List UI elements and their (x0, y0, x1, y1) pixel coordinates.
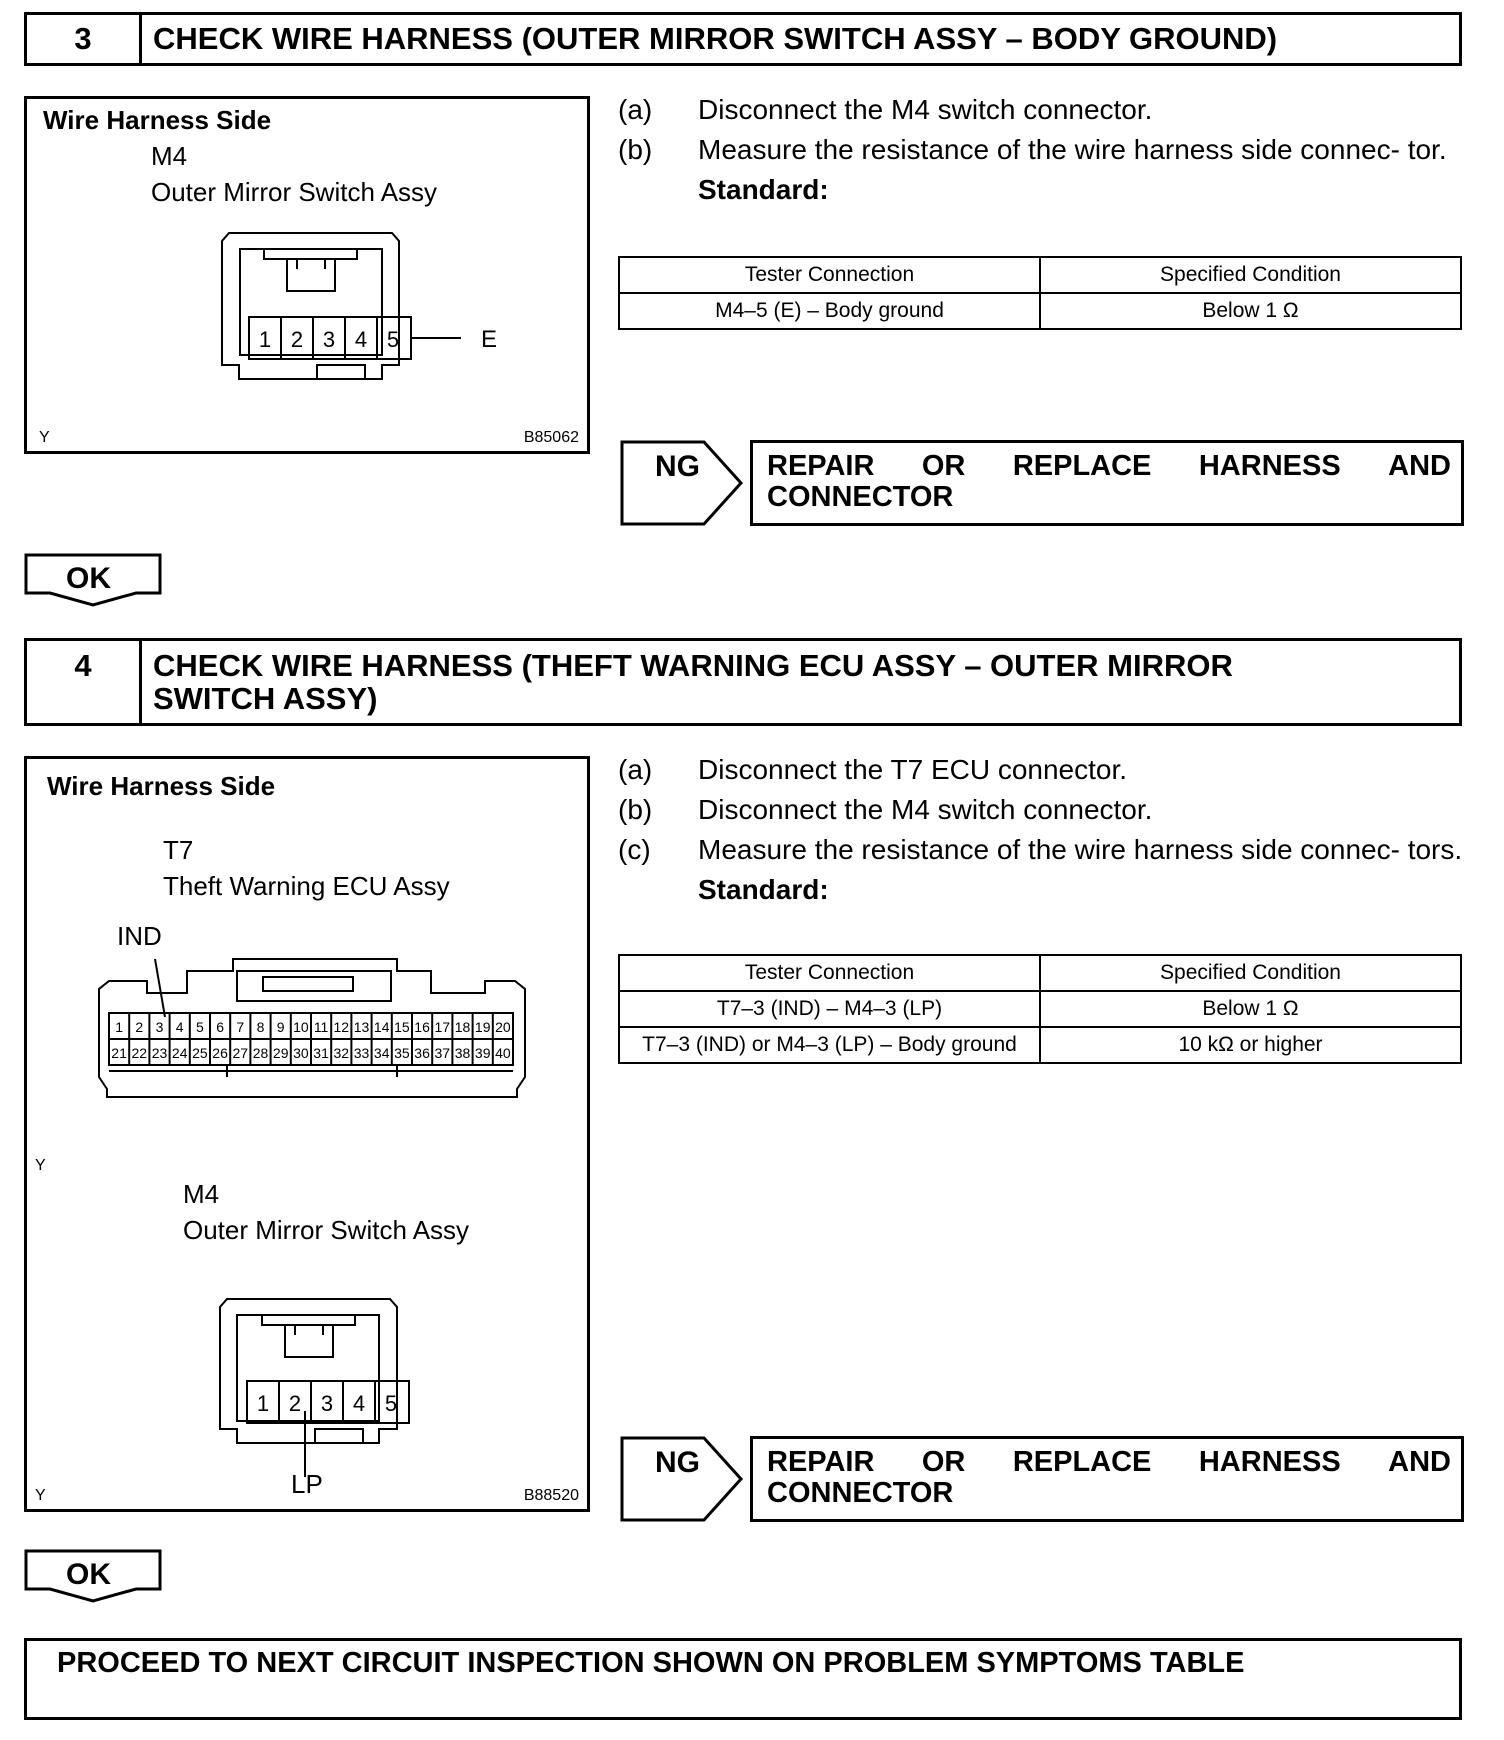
table-row (619, 293, 1461, 329)
m4-pin-4: 4 (354, 327, 368, 352)
step3-number: 3 (27, 15, 142, 63)
t7-pin-7: 7 (236, 1019, 245, 1035)
ecu-connector-id: T7 (163, 835, 194, 865)
table-header-row (619, 257, 1461, 293)
instruction-item: (b) Disconnect the M4 switch connector. (618, 794, 1153, 825)
step3-figure (24, 96, 590, 454)
step4-ok-label: OK (66, 1558, 111, 1591)
step3-spec-table (618, 256, 1462, 330)
t7-pin-11: 11 (313, 1019, 329, 1035)
t7-pin-27: 27 (232, 1045, 249, 1061)
t7-pin-22: 22 (131, 1045, 148, 1061)
standard-label: Standard: (698, 874, 829, 905)
m4-pin-3: 3 (322, 327, 336, 352)
t7-pin-31: 31 (313, 1045, 329, 1061)
m4-connector-diagram (27, 99, 587, 451)
t7-pin-8: 8 (256, 1019, 265, 1035)
m4-connector-diagram (27, 759, 587, 1509)
column-header: Tester Connection (619, 257, 1040, 293)
step4-ng-action: REPAIR OR REPLACE HARNESS AND CONNECTOR (750, 1436, 1464, 1522)
figure-heading: Wire Harness Side (47, 771, 276, 801)
t7-pin-19: 19 (474, 1019, 491, 1035)
figure-code: B85062 (523, 429, 579, 446)
instruction-item: (c) Measure the resistance of the wire harness side connec- tors. (618, 834, 1463, 865)
step4-figure (24, 756, 590, 1512)
m4-pin-5: 5 (384, 1391, 398, 1416)
t7-pin-23: 23 (151, 1045, 168, 1061)
table-cell: T7–3 (IND) or M4–3 (LP) – Body ground (619, 1027, 1040, 1063)
t7-pin-25: 25 (192, 1045, 208, 1061)
t7-pin-37: 37 (434, 1045, 451, 1061)
t7-pin-24: 24 (171, 1045, 188, 1061)
corner-mark: Y (39, 429, 50, 446)
m4-pin-2: 2 (288, 1391, 302, 1416)
table-cell: Below 1 Ω (1040, 293, 1461, 329)
t7-pin-18: 18 (454, 1019, 471, 1035)
t7-pin-1: 1 (115, 1019, 123, 1035)
table-cell: M4–5 (E) – Body ground (619, 293, 1040, 329)
ind-callout: IND (117, 921, 162, 951)
m4-pin-1: 1 (256, 1391, 270, 1416)
t7-pin-33: 33 (353, 1045, 370, 1061)
step3-ng-action: REPAIR OR REPLACE HARNESS AND CONNECTOR (750, 440, 1464, 526)
t7-pin-20: 20 (495, 1019, 511, 1035)
step4-number: 4 (27, 641, 142, 723)
m4-pin-2: 2 (290, 327, 304, 352)
switch-connector-name: Outer Mirror Switch Assy (183, 1215, 470, 1245)
m4-pin-5: 5 (386, 327, 400, 352)
lp-callout: LP (291, 1469, 323, 1499)
column-header: Specified Condition (1040, 955, 1461, 991)
t7-pin-4: 4 (175, 1019, 184, 1035)
t7-pin-12: 12 (333, 1019, 350, 1035)
step3-instructions (618, 90, 1468, 210)
t7-pin-30: 30 (293, 1045, 309, 1061)
figure-heading: Wire Harness Side (43, 105, 272, 135)
instruction-item: (a) Disconnect the T7 ECU connector. (618, 754, 1128, 785)
t7-pin-6: 6 (216, 1019, 224, 1035)
t7-pin-29: 29 (272, 1045, 289, 1061)
t7-pin-14: 14 (373, 1019, 390, 1035)
t7-pin-38: 38 (454, 1045, 471, 1061)
table-cell: 10 kΩ or higher (1040, 1027, 1461, 1063)
t7-pin-39: 39 (474, 1045, 491, 1061)
connector-name: Outer Mirror Switch Assy (151, 177, 438, 207)
t7-pin-17: 17 (434, 1019, 451, 1035)
table-row (619, 1027, 1461, 1063)
figure-code: B88520 (523, 1487, 579, 1504)
callout-e: E (480, 326, 498, 353)
step4-spec-table (618, 954, 1462, 1064)
step3-header (24, 12, 1462, 66)
step3-ok-label: OK (66, 562, 111, 595)
column-header: Tester Connection (619, 955, 1040, 991)
t7-pin-21: 21 (111, 1045, 127, 1061)
t7-pin-15: 15 (394, 1019, 410, 1035)
t7-pin-9: 9 (276, 1019, 285, 1035)
switch-connector-id: M4 (183, 1179, 220, 1209)
instruction-item: (a) Disconnect the M4 switch connector. (618, 94, 1153, 125)
table-header-row (619, 955, 1461, 991)
step3-ng-label: NG (655, 450, 700, 483)
t7-pin-2: 2 (135, 1019, 144, 1035)
t7-pin-3: 3 (155, 1019, 164, 1035)
connector-id: M4 (151, 141, 188, 171)
t7-pin-28: 28 (252, 1045, 269, 1061)
t7-pin-16: 16 (414, 1019, 430, 1035)
step4-header (24, 638, 1462, 726)
column-header: Specified Condition (1040, 257, 1461, 293)
corner-mark: Y (35, 1157, 46, 1174)
table-row (619, 991, 1461, 1027)
t7-pin-40: 40 (495, 1045, 511, 1061)
t7-pin-35: 35 (394, 1045, 410, 1061)
step4-ng-label: NG (655, 1446, 700, 1479)
t7-pin-26: 26 (212, 1045, 228, 1061)
t7-pin-5: 5 (196, 1019, 204, 1035)
final-instruction: PROCEED TO NEXT CIRCUIT INSPECTION SHOWN ON PROBLEM SYMPTOMS TABLE (24, 1638, 1462, 1720)
t7-pin-32: 32 (333, 1045, 350, 1061)
step4-title: CHECK WIRE HARNESS (THEFT WARNING ECU ASSY – OUTER MIRROR SWITCH ASSY) (153, 648, 1233, 716)
ecu-connector-name: Theft Warning ECU Assy (163, 871, 450, 901)
table-cell: Below 1 Ω (1040, 991, 1461, 1027)
m4-pin-3: 3 (320, 1391, 334, 1416)
instruction-item: (b) Measure the resistance of the wire harness side connec- tor. (618, 134, 1447, 165)
t7-pin-10: 10 (293, 1019, 309, 1035)
step4-instructions (618, 750, 1468, 910)
t7-pin-13: 13 (353, 1019, 370, 1035)
m4-pin-1: 1 (258, 327, 272, 352)
corner-mark: Y (35, 1487, 46, 1504)
standard-label: Standard: (698, 174, 829, 205)
t7-pin-36: 36 (414, 1045, 430, 1061)
t7-pin-34: 34 (373, 1045, 390, 1061)
table-cell: T7–3 (IND) – M4–3 (LP) (619, 991, 1040, 1027)
step3-title: CHECK WIRE HARNESS (OUTER MIRROR SWITCH ASSY – BODY GROUND) (153, 21, 1278, 56)
m4-pin-4: 4 (352, 1391, 366, 1416)
